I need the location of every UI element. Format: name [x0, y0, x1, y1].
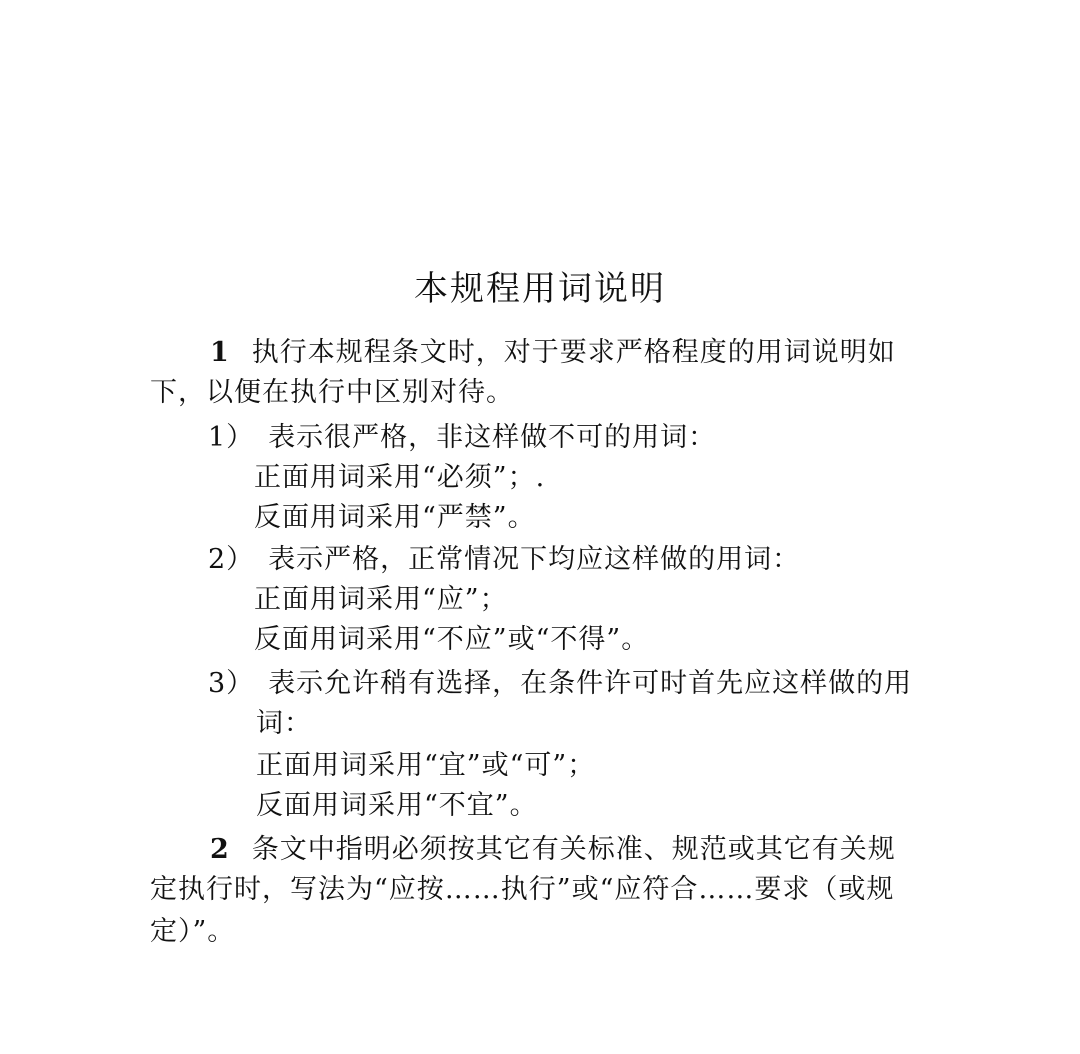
sub-item-1-negative: 反面用词采用“严禁”。: [254, 502, 536, 533]
item-2-number: 2: [210, 834, 230, 865]
sub-item-3: [208, 664, 912, 704]
sub-item-2-positive: 正面用词采用“应”；: [254, 584, 508, 615]
sub-item-3-text-line-2: 词：: [256, 708, 312, 739]
sub-item-3-positive: 正面用词采用“宜”或“可”；: [256, 750, 596, 781]
sub-item-1-text: 表示很严格，非这样做不可的用词：: [268, 422, 717, 453]
sub-item-3-negative: 反面用词采用“不宜”。: [256, 790, 538, 821]
item-1-line-2: 下，以便在执行中区别对待。: [150, 377, 514, 408]
sub-item-2-negative: 反面用词采用“不应”或“不得”。: [254, 624, 650, 655]
item-2-line-3: 定）”。: [150, 916, 236, 947]
sub-item-1-positive: 正面用词采用“必须”；.: [254, 462, 546, 493]
page-title: 本规程用词说明: [414, 269, 666, 309]
sub-item-2-number: 2）: [208, 544, 255, 575]
sub-item-1-number: 1）: [208, 422, 255, 453]
sub-item-2: [208, 540, 800, 580]
item-1-text-line-1: 执行本规程条文时，对于要求严格程度的用词说明如: [251, 337, 896, 368]
item-2-text-line-1: 条文中指明必须按其它有关标准、规范或其它有关规: [251, 834, 896, 865]
sub-item-1: [208, 418, 716, 458]
item-2-line-2: 定执行时，写法为“应按……执行”或“应符合……要求（或规: [150, 874, 895, 905]
sub-item-3-number: 3）: [208, 668, 255, 699]
item-1-line-1: [210, 333, 896, 373]
sub-item-3-text-line-1: 表示允许稍有选择，在条件许可时首先应这样做的用: [268, 668, 913, 699]
item-2-line-1: [210, 830, 896, 870]
sub-item-2-text: 表示严格，正常情况下均应这样做的用词：: [268, 544, 801, 575]
item-1-number: 1: [210, 337, 230, 368]
